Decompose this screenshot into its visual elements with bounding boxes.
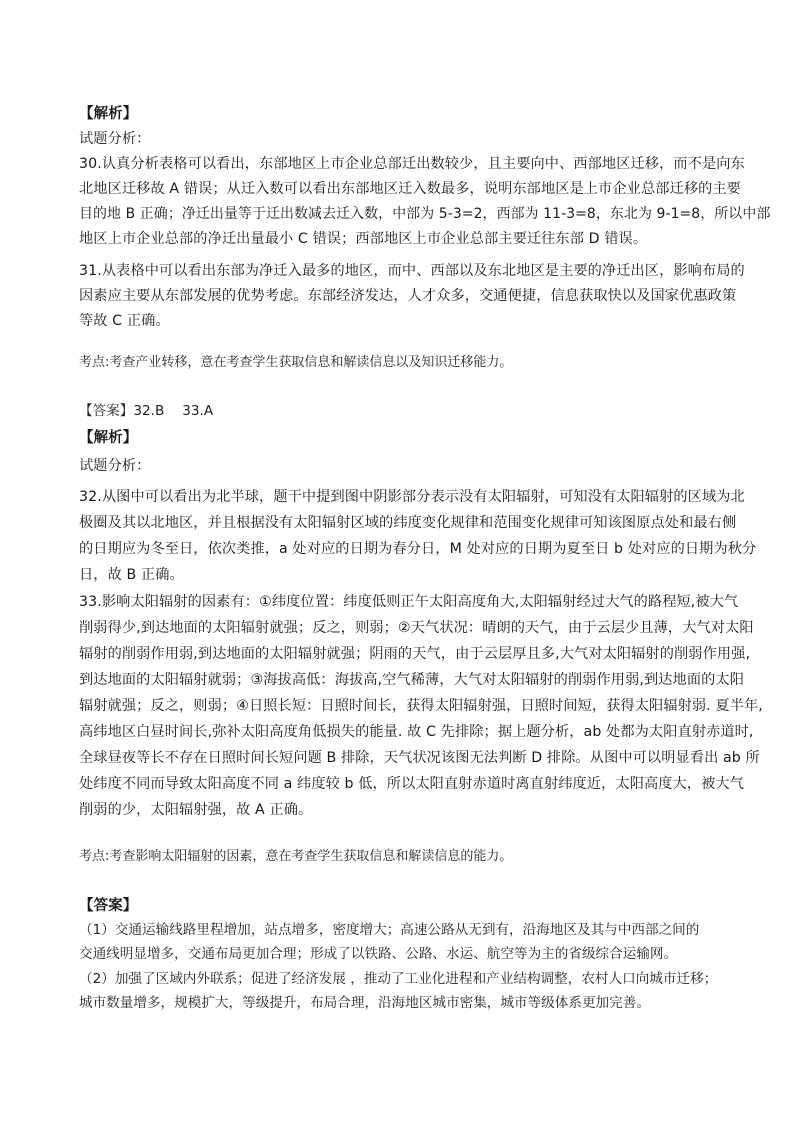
section2-line: 日，故 B 正确。 [79, 567, 184, 583]
section2-line: 33.影响太阳辐射的因素有：①纬度位置：纬度低则正午太阳高度角大,太阳辐射经过大气的路程短,被大气 [79, 594, 739, 610]
section1-line: 因素应主要从东部发展的优势考虑。东部经济发达，人才众多，交通便捷，信息获取快以及国家优惠政策 [79, 288, 737, 304]
section2-line: 的日期应为冬至日，依次类推，a 处对应的日期为春分日，M 处对应的日期为夏至日 b 处对应的日期为秋分 [79, 541, 757, 557]
section1-line: 目的地 B 正确；净迁出量等于迁出数减去迁入数，中部为 5-3=2，西部为 11-3=8，东北为 9-1=8，所以中部 [79, 206, 771, 222]
section2-line: 全球昼夜等长不存在日照时间长短问题 B 排除，天气状况该图无法判断 D 排除。从图中可以明显看出 ab 所 [79, 750, 760, 766]
section2-line: 高纬地区白昼时间长,弥补太阳高度角低损失的能量. 故 C 先排除；据上题分析，ab 处都为太阳直射赤道时, [79, 724, 754, 740]
section2-line: 削弱的少，太阳辐射强，故 A 正确。 [79, 802, 313, 818]
section1-note: 考点:考查产业转移，意在考查学生获取信息和解读信息以及知识迁移能力。 [79, 355, 513, 370]
section2-line: 削弱得少,到达地面的太阳辐射就强；反之，则弱；②天气状况：晴朗的天气，由于云层少且薄，大气对太阳 [79, 620, 754, 636]
section2-line: 32.从图中可以看出为北半球，题干中提到图中阴影部分表示没有太阳辐射，可知没有太阳辐射的区域为北 [79, 489, 745, 505]
section3-heading: 【答案】 [79, 898, 138, 914]
section2-line: 辐射的削弱作用弱,到达地面的太阳辐射就强；阴雨的天气，由于云层厚且多,大气对太阳辐射的削弱作用强, [79, 646, 751, 662]
section3-line: 交通线明显增多，交通布局更加合理；形成了以铁路、公路、水运、航空等为主的省级综合运输网。 [79, 946, 678, 962]
section2-heading: 【解析】 [79, 430, 138, 446]
section2-line: 辐射就强；反之，则弱；④日照长短：日照时间长，获得太阳辐射强，日照时间短，获得太阳辐射弱. 夏半年, [79, 698, 763, 714]
section2-line: 极圈及其以北地区，并且根据没有太阳辐射区域的纬度变化规律和范围变化规律可知该图原点处和最右侧 [79, 515, 737, 531]
section2-line: 到达地面的太阳辐射就弱；③海拔高低：海拔高,空气稀薄，大气对太阳辐射的削弱作用弱,到达地面的太阳 [79, 672, 744, 688]
section1-line: 31.从表格中可以看出东部为净迁入最多的地区，而中、西部以及东北地区是主要的净迁出区，影响布局的 [79, 263, 745, 279]
section2-answer: 【答案】32.B 33.A [79, 403, 214, 419]
section1-line: 等故 C 正确。 [79, 313, 170, 329]
section1-intro: 试题分析： [79, 131, 151, 147]
section2-note: 考点:考查影响太阳辐射的因素，意在考查学生获取信息和解读信息的能力。 [79, 849, 513, 864]
section1-line: 北地区迁移故 A 错误；从迁入数可以看出东部地区迁入数最多，说明东部地区是上市企业总部迁移的主要 [79, 181, 741, 197]
section3-line: （2）加强了区域内外联系；促进了经济发展 ，推动了工业化进程和产业结构调整，农村人口向城市迁移； [79, 971, 718, 987]
section1-line: 30.认真分析表格可以看出，东部地区上市企业总部迁出数较少，且主要向中、西部地区迁移，而不是向东 [79, 156, 745, 172]
section3-line: （1）交通运输线路里程增加，站点增多，密度增大；高速公路从无到有，沿海地区及其与中西部之间的 [79, 922, 700, 938]
section2-intro: 试题分析： [79, 458, 151, 474]
section2-line: 处纬度不同而导致太阳高度不同 a 纬度较 b 低，所以太阳直射赤道时离直射纬度近，太阳高度大，被大气 [79, 776, 744, 792]
section1-line: 地区上市企业总部的净迁出量最小 C 错误；西部地区上市企业总部主要迁往东部 D 错误。 [79, 231, 648, 247]
section1-heading: 【解析】 [79, 106, 138, 122]
section3-line: 城市数量增多，规模扩大，等级提升，布局合理，沿海地区城市密集，城市等级体系更加完善。 [79, 995, 650, 1011]
